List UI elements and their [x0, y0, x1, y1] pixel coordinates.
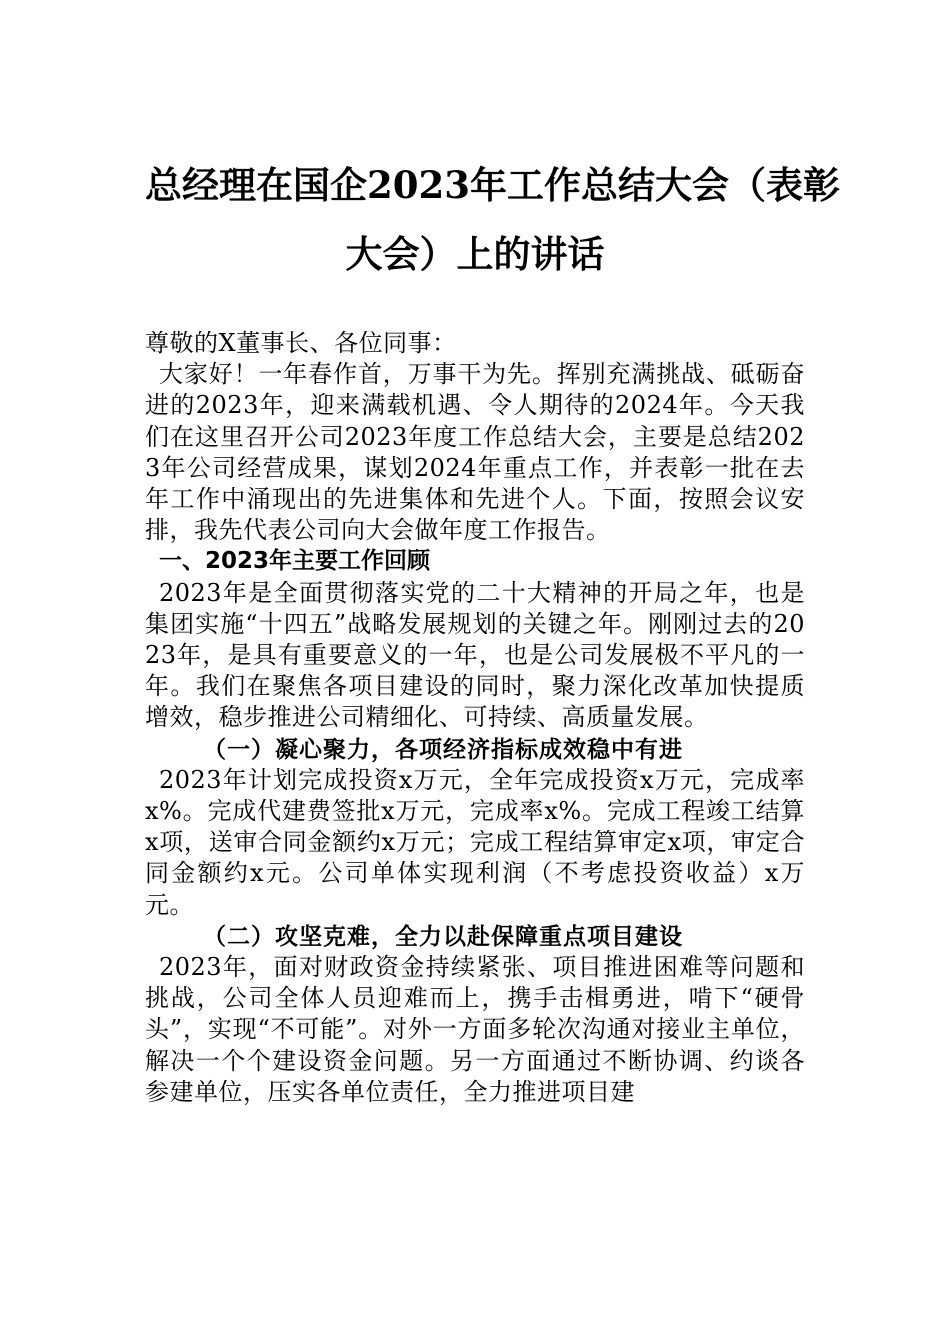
intro-paragraph: 大家好！一年春作首，万事干为先。挥别充满挑战、砥砺奋进的2023年，迎来满载机遇、令人期待的2024年。今天我们在这里召开公司2023年度工作总结大会，主要是总结2023年公司经营成果，谋划2024年重点工作，并表彰一批在去年工作中涌现出的先进集体和先进个人。下面，按照会议安排，我先代表公司向大会做年度工作报告。 [145, 360, 805, 545]
section-1-paragraph: 2023年是全面贯彻落实党的二十大精神的开局之年，也是集团实施“十四五”战略发展规划的关键之年。刚刚过去的2023年，是具有重要意义的一年，也是公司发展极不平凡的一年。我们在聚焦各项目建设的同时，聚力深化改革加快提质增效，稳步推进公司精细化、可持续、高质量发展。 [145, 578, 805, 732]
subsection-heading-1: （一）凝心聚力，各项经济指标成效稳中有进 [203, 735, 683, 763]
section-heading-1: 一、2023年主要工作回顾 [159, 548, 431, 575]
subsection-1-paragraph: 2023年计划完成投资x万元，全年完成投资x万元，完成率x%。完成代建费签批x万元，完成率x%。完成工程竣工结算x项，送审合同金额约x万元；完成工程结算审定x项，审定合同金额约x元。公司单体实现利润（不考虑投资收益）x万元。 [145, 765, 805, 919]
document-title-line-2: 大会）上的讲话 [345, 232, 605, 276]
salutation: 尊敬的X董事长、各位同事： [145, 329, 457, 357]
document-title-line-1: 总经理在国企2023年工作总结大会（表彰 [145, 163, 840, 207]
subsection-heading-2: （二）攻坚克难，全力以赴保障重点项目建设 [203, 922, 683, 950]
document-body [145, 328, 805, 1108]
subsection-2-paragraph: 2023年，面对财政资金持续紧张、项目推进困难等问题和挑战，公司全体人员迎难而上，携手击楫勇进，啃下“硬骨头”，实现“不可能”。对外一方面多轮次沟通对接业主单位，解决一个个建设资金问题。另一方面通过不断协调、约谈各参建单位，压实各单位责任，全力推进项目建 [145, 953, 805, 1106]
